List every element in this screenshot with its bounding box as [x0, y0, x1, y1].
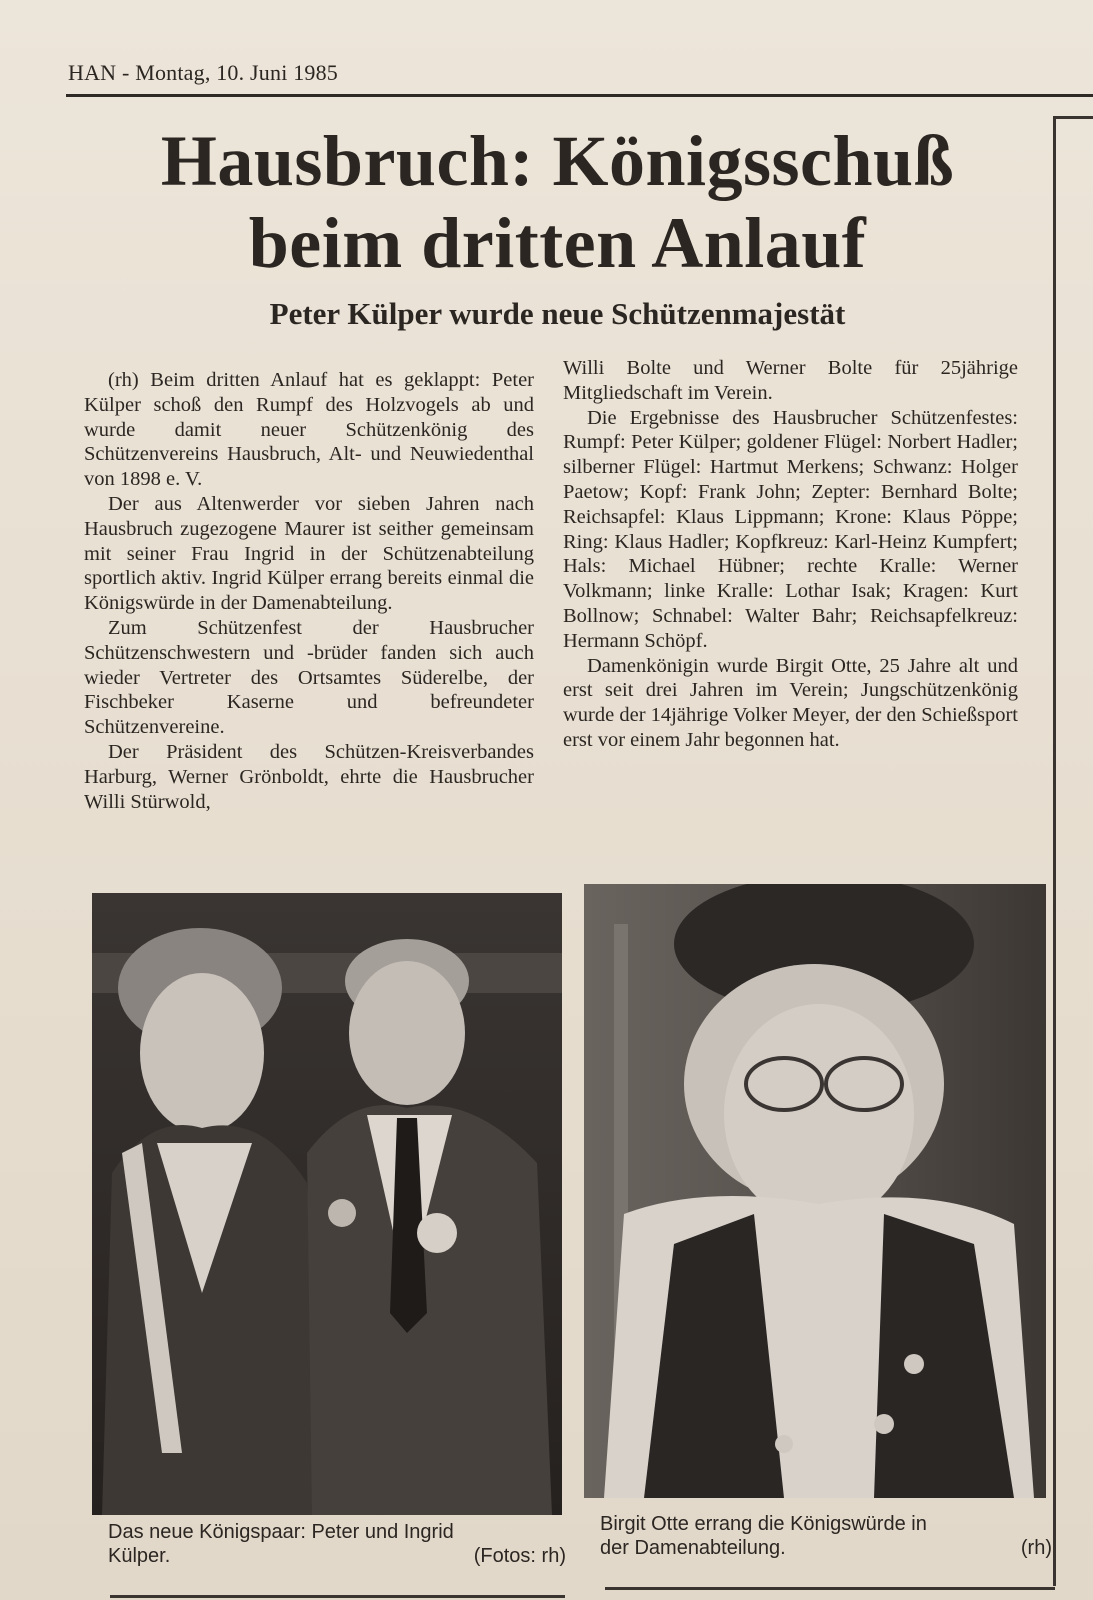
photo-credit: (Fotos: rh) — [473, 1545, 566, 1567]
photo-birgit-otte — [584, 884, 1046, 1498]
paragraph: Damenkönigin wurde Birgit Otte, 25 Jahre alt und erst seit drei Jahren im Verein; Jungschützenkönig wurde der 14jährige Volker Meyer, der den Schießsport erst vor einem Jahr begonnen hat. — [563, 654, 1018, 751]
article-column-1 — [84, 368, 534, 814]
headline-line-2: beim dritten Anlauf — [248, 203, 867, 283]
caption-line: Das neue Königspaar: Peter und Ingrid — [108, 1521, 454, 1543]
right-frame-top-rule — [1053, 116, 1093, 119]
headline-line-1: Hausbruch: Königsschuß — [160, 121, 955, 201]
caption-line: Birgit Otte errang die Königswürde in — [600, 1513, 927, 1535]
caption-line: Külper. — [108, 1545, 171, 1567]
paragraph: (rh) Beim dritten Anlauf hat es geklappt: Peter Külper schoß den Rumpf des Holzvogels ab und wurde damit neuer Schützenkönig des Schützenvereins Hausbruch, Alt- und Neuwiedenthal von 1898 e. V. — [84, 369, 534, 491]
headline — [70, 120, 1045, 284]
photo-birgit-otte-caption — [600, 1512, 1052, 1560]
photo-royal-couple — [92, 893, 562, 1515]
dateline: HAN - Montag, 10. Juni 1985 — [68, 60, 339, 85]
bottom-rule — [110, 1595, 565, 1598]
paragraph: Der Präsident des Schützen-Kreisverbandes Harburg, Werner Grönboldt, ehrte die Hausbrucher Willi Stürwold, — [84, 740, 534, 813]
photo-royal-couple-caption — [108, 1520, 566, 1568]
paragraph: Der aus Altenwerder vor sieben Jahren nach Hausbruch zugezogene Maurer ist seither gemeinsam mit seiner Frau Ingrid in der Schützenabteilung sportlich aktiv. Ingrid Külper errang bereits einmal die Königswürde in der Damenabteilung. — [84, 492, 534, 615]
article-column-2 — [563, 356, 1018, 753]
photo-birgit-otte-image — [584, 884, 1046, 1498]
top-rule — [66, 94, 1093, 97]
bottom-rule — [605, 1587, 1055, 1590]
paragraph: Die Ergebnisse des Hausbrucher Schützenfestes: Rumpf: Peter Külper; goldener Flügel: Norbert Hadler; silberner Flügel: Hartmut Merkens; Schwanz: Holger Paetow; Kopf: Frank John; Zepter: Bernhard Bolte; Reichsapfel: Klaus Lippmann; Krone: Klaus Pöppe; Ring: Klaus Hadler; Kopfkreuz: Karl-Heinz Kumpfert; Hals: Michael Hübner; rechte Kralle: Werner Volkmann; linke Kralle: Lothar Isak; Kragen: Kurt Bollnow; Schnabel: Walter Bahr; Reichsapfelkreuz: Hermann Schöpf. — [563, 406, 1018, 652]
paragraph: Willi Bolte und Werner Bolte für 25jährige Mitgliedschaft im Verein. — [563, 357, 1018, 404]
photo-royal-couple-image — [92, 893, 562, 1515]
photo-credit: (rh) — [1020, 1537, 1052, 1559]
right-frame-rule — [1053, 116, 1056, 1586]
paragraph: Zum Schützenfest der Hausbrucher Schützenschwestern und -brüder fanden sich auch wieder Vertreter des Ortsamtes Süderelbe, der Fischbeker Kaserne und befreundeter Schützenvereine. — [84, 616, 534, 739]
caption-line: der Damenabteilung. — [600, 1537, 786, 1559]
subheadline: Peter Külper wurde neue Schützenmajestät — [269, 296, 846, 331]
